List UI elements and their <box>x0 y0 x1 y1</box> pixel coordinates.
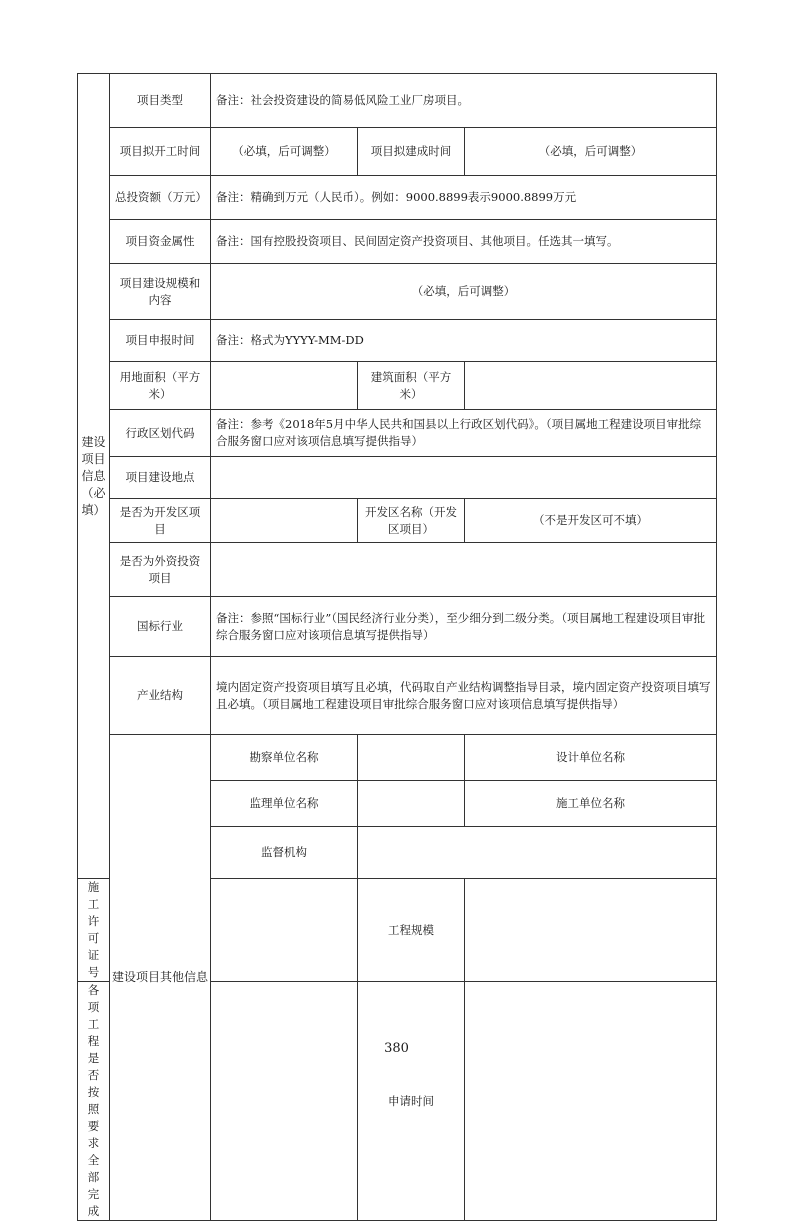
label-apply-time: 项目申报时间 <box>110 320 211 362</box>
value-supervision-unit[interactable] <box>358 781 465 827</box>
value-fund-attribute[interactable]: 备注：国有控股投资项目、民间固定资产投资项目、其他项目。任选其一填写。 <box>211 220 717 264</box>
value-is-dev-zone[interactable] <box>211 499 358 543</box>
value-end-time[interactable]: （必填，后可调整） <box>465 128 717 176</box>
label-industry-structure: 产业结构 <box>110 657 211 735</box>
label-completion-check: 各项工程是否按照要求全部完成 <box>78 982 110 1221</box>
label-project-type: 项目类型 <box>110 74 211 128</box>
value-project-type[interactable]: 备注：社会投资建设的简易低风险工业厂房项目。 <box>211 74 717 128</box>
label-is-dev-zone: 是否为开发区项目 <box>110 499 211 543</box>
section-title-required: 建设项目信息（必填） <box>78 74 110 879</box>
label-supervising-agency: 监督机构 <box>211 827 358 879</box>
label-location: 项目建设地点 <box>110 457 211 499</box>
label-scale-content: 项目建设规模和内容 <box>110 264 211 320</box>
value-application-time[interactable] <box>465 982 717 1221</box>
value-completion-check[interactable] <box>211 982 358 1221</box>
value-permit-number[interactable] <box>211 879 358 982</box>
value-project-scale[interactable] <box>465 879 717 982</box>
label-end-time: 项目拟建成时间 <box>358 128 465 176</box>
label-dev-zone-name: 开发区名称（开发区项目） <box>358 499 465 543</box>
value-total-investment[interactable]: 备注：精确到万元（人民币）。例如：9000.8899表示9000.8899万元 <box>211 176 717 220</box>
label-application-time: 申请时间 <box>358 982 465 1221</box>
label-design-unit: 设计单位名称 <box>465 735 717 781</box>
value-survey-unit[interactable] <box>358 735 465 781</box>
label-land-area: 用地面积（平方米） <box>110 362 211 410</box>
section-title-other: 建设项目其他信息 <box>110 735 211 1221</box>
page-number: 380 <box>384 1041 409 1056</box>
label-national-industry: 国标行业 <box>110 597 211 657</box>
value-apply-time[interactable]: 备注：格式为YYYY-MM-DD <box>211 320 717 362</box>
label-survey-unit: 勘察单位名称 <box>211 735 358 781</box>
label-division-code: 行政区划代码 <box>110 410 211 457</box>
label-total-investment: 总投资额（万元） <box>110 176 211 220</box>
label-project-scale: 工程规模 <box>358 879 465 982</box>
value-supervising-agency[interactable] <box>358 827 717 879</box>
value-dev-zone-name[interactable]: （不是开发区可不填） <box>465 499 717 543</box>
label-start-time: 项目拟开工时间 <box>110 128 211 176</box>
label-supervision-unit: 监理单位名称 <box>211 781 358 827</box>
label-permit-number: 施工许可证号 <box>78 879 110 982</box>
value-industry-structure[interactable]: 境内固定资产投资项目填写且必填，代码取自产业结构调整指导目录，境内固定资产投资项目填写且必填。（项目属地工程建设项目审批综合服务窗口应对该项信息填写提供指导） <box>211 657 717 735</box>
label-is-foreign: 是否为外资投资项目 <box>110 543 211 597</box>
value-land-area[interactable] <box>211 362 358 410</box>
value-division-code[interactable]: 备注：参考《2018年5月中华人民共和国县以上行政区划代码》。（项目属地工程建设项目审批综合服务窗口应对该项信息填写提供指导） <box>211 410 717 457</box>
value-building-area[interactable] <box>465 362 717 410</box>
label-fund-attribute: 项目资金属性 <box>110 220 211 264</box>
label-construction-unit: 施工单位名称 <box>465 781 717 827</box>
value-start-time[interactable]: （必填，后可调整） <box>211 128 358 176</box>
value-national-industry[interactable]: 备注：参照“国标行业”（国民经济行业分类），至少细分到二级分类。（项目属地工程建设项目审批综合服务窗口应对该项信息填写提供指导） <box>211 597 717 657</box>
value-location[interactable] <box>211 457 717 499</box>
value-scale-content[interactable]: （必填，后可调整） <box>211 264 717 320</box>
value-is-foreign[interactable] <box>211 543 717 597</box>
label-building-area: 建筑面积（平方米） <box>358 362 465 410</box>
